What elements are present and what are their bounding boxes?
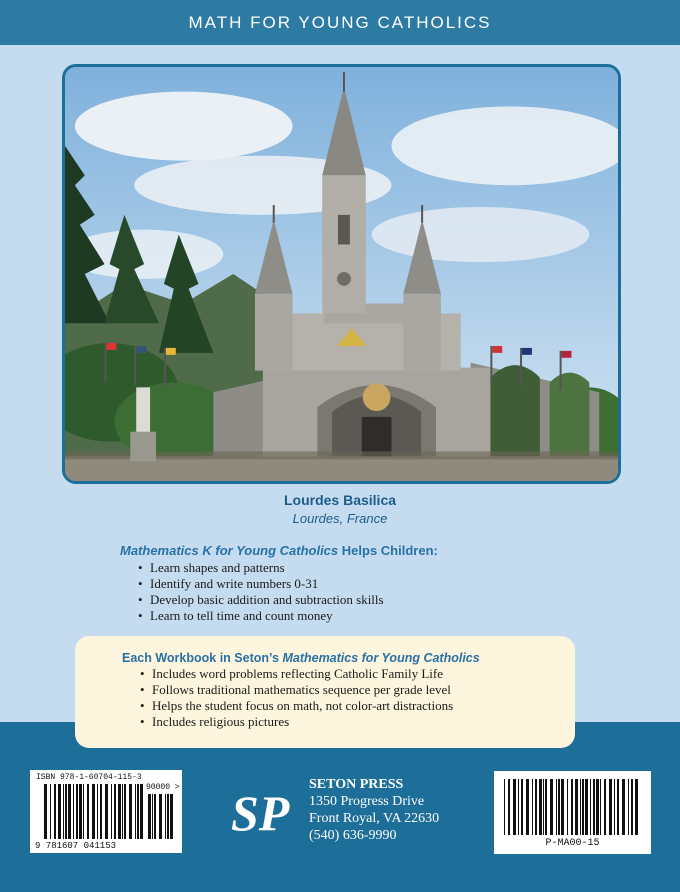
isbn-barcode — [30, 770, 182, 853]
workbook-heading-title: Mathematics for Young Catholics — [282, 651, 480, 665]
barcode-bar — [122, 784, 123, 839]
barcode-bar — [571, 779, 573, 835]
barcode-bar — [65, 784, 67, 839]
barcode-bar — [167, 794, 169, 839]
barcode-bar — [118, 784, 121, 839]
barcode-bar — [165, 794, 166, 839]
barcode-bar — [539, 779, 542, 835]
barcode-bar — [44, 784, 47, 839]
barcode-bar — [567, 779, 568, 835]
barcode-bar — [92, 784, 95, 839]
barcode-bar — [532, 779, 533, 835]
list-item: • Helps the student focus on math, not color-art distractions — [142, 698, 575, 714]
list-item: • Identify and write numbers 0-31 — [140, 576, 600, 592]
isbn-bars — [44, 784, 144, 839]
barcode-bar — [73, 784, 74, 839]
barcode-bar — [97, 784, 98, 839]
isbn-text: ISBN 978-1-60704-115-3 — [36, 773, 142, 782]
sp-logo-mark — [231, 780, 293, 840]
barcode-bar — [617, 779, 619, 835]
list-item: • Develop basic addition and subtraction skills — [140, 592, 600, 608]
publisher-phone: (540) 636-9990 — [309, 828, 397, 843]
barcode-bar — [526, 779, 529, 835]
barcode-bar — [129, 784, 132, 839]
publisher-info — [309, 776, 439, 844]
barcode-bar — [521, 779, 523, 835]
barcode-bar — [152, 794, 153, 839]
barcode-bar — [111, 784, 112, 839]
barcode-bar — [631, 779, 633, 835]
barcode-bar — [114, 784, 116, 839]
barcode-bar — [622, 779, 625, 835]
photo-caption-title: Lourdes Basilica — [283, 492, 397, 508]
helps-list — [120, 560, 600, 624]
barcode-bar — [604, 779, 606, 835]
barcode-bar — [137, 784, 139, 839]
barcode-bar — [596, 779, 599, 835]
publisher-name: SETON PRESS — [309, 777, 404, 792]
barcode-bar — [508, 779, 510, 835]
product-bars — [504, 779, 641, 835]
barcode-bar — [504, 779, 505, 835]
publisher-address-line2: Front Royal, VA 22630 — [309, 811, 440, 826]
barcode-bar — [148, 794, 151, 839]
barcode-bar — [635, 779, 638, 835]
barcode-bar — [585, 779, 588, 835]
barcode-bar — [518, 779, 519, 835]
barcode-bar — [170, 794, 173, 839]
list-item: • Learn shapes and patterns — [140, 560, 600, 576]
helps-heading-title: Mathematics K for Young Catholics — [120, 543, 339, 558]
barcode-bar — [558, 779, 560, 835]
barcode-bar — [543, 779, 544, 835]
series-title: MATH FOR YOUNG CATHOLICS — [188, 12, 492, 32]
barcode-bar — [513, 779, 516, 835]
list-item: • Follows traditional mathematics sequence per grade level — [142, 682, 575, 698]
barcode-bar — [124, 784, 126, 839]
basilica-photo — [62, 64, 621, 484]
top-title-band — [0, 0, 680, 45]
barcode-bar — [154, 794, 156, 839]
seton-press-logo — [231, 780, 293, 840]
barcode-bar — [83, 784, 84, 839]
barcode-bar — [535, 779, 537, 835]
basilica-illustration — [65, 67, 618, 481]
workbook-features-box — [75, 636, 575, 748]
barcode-bar — [135, 784, 136, 839]
product-barcode — [494, 771, 651, 854]
barcode-bar — [87, 784, 89, 839]
barcode-bar — [580, 779, 581, 835]
barcode-bar — [100, 784, 102, 839]
barcode-bar — [550, 779, 553, 835]
barcode-bar — [590, 779, 591, 835]
barcode-bar — [582, 779, 584, 835]
barcode-bar — [609, 779, 612, 835]
workbook-heading-prefix: Each Workbook in Seton’s — [122, 651, 283, 665]
barcode-bar — [593, 779, 595, 835]
barcode-bar — [79, 784, 82, 839]
barcode-bar — [628, 779, 629, 835]
barcode-bar — [76, 784, 78, 839]
barcode-bar — [600, 779, 601, 835]
barcode-bar — [159, 794, 162, 839]
barcode-bar — [545, 779, 547, 835]
list-item: • Includes word problems reflecting Catholic Family Life — [142, 666, 575, 682]
barcode-bar — [54, 784, 56, 839]
barcode-bar — [575, 779, 578, 835]
ean-digits: 9 781607 041153 — [35, 841, 117, 851]
workbook-list — [122, 666, 575, 730]
list-item: • Learn to tell time and count money — [140, 608, 600, 624]
logo-text: SP — [231, 785, 290, 840]
product-code: P-MA00-15 — [545, 838, 600, 849]
isbn-addon-bars — [148, 794, 178, 839]
barcode-bar — [140, 784, 143, 839]
barcode-bar — [105, 784, 108, 839]
helps-heading-suffix: Helps Children: — [338, 543, 438, 558]
helps-children-section — [120, 543, 600, 624]
barcode-bar — [561, 779, 564, 835]
list-item: • Includes religious pictures — [142, 714, 575, 730]
photo-caption-location: Lourdes, France — [292, 511, 388, 526]
barcode-bar — [614, 779, 615, 835]
barcode-bar — [58, 784, 61, 839]
isbn-addon-text: 90000 > — [146, 783, 180, 792]
barcode-bar — [50, 784, 51, 839]
workbook-heading — [122, 651, 575, 665]
helps-heading — [120, 543, 600, 558]
barcode-bar — [556, 779, 557, 835]
barcode-bar — [68, 784, 71, 839]
publisher-address-line1: 1350 Progress Drive — [309, 794, 425, 809]
barcode-bar — [63, 784, 64, 839]
